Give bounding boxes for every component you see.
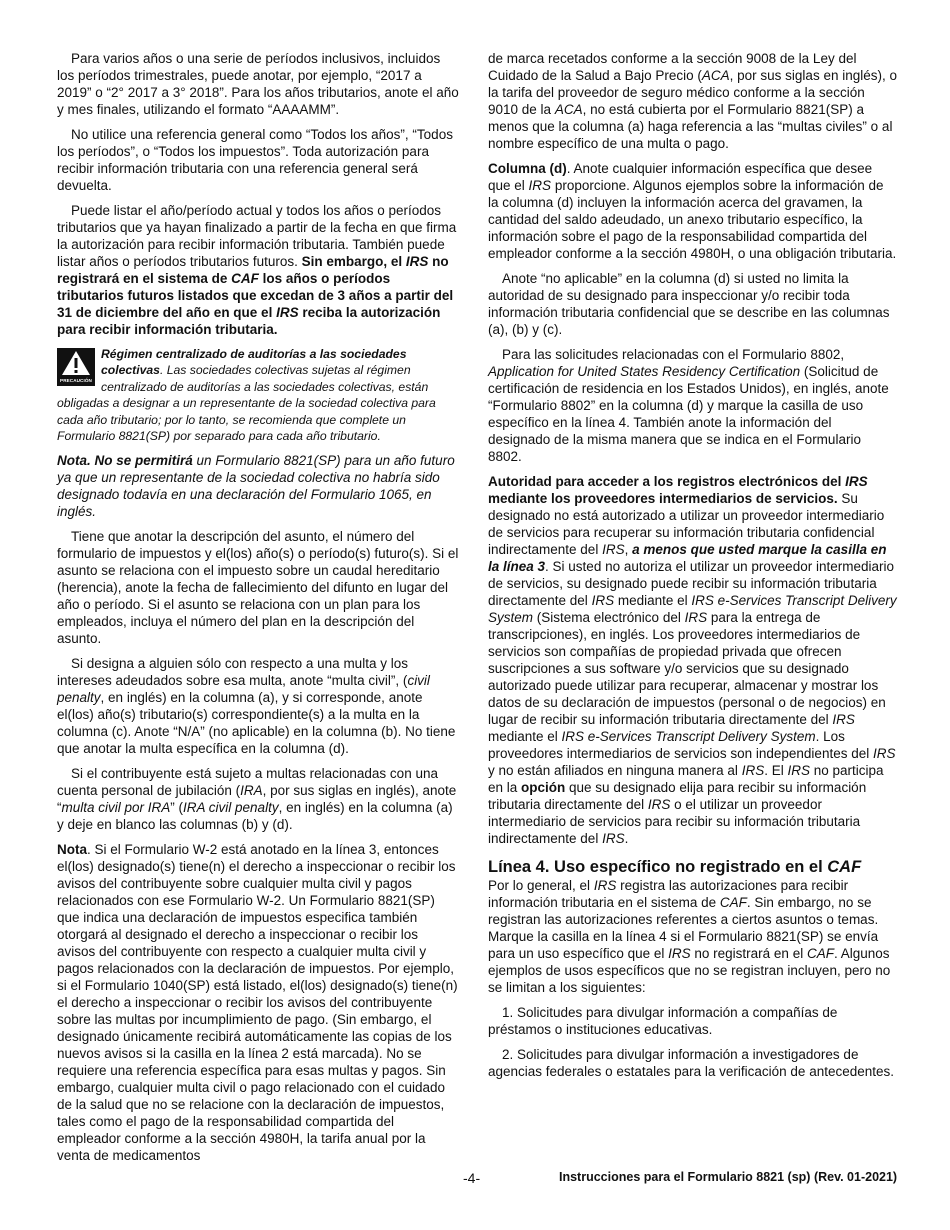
list-item: 1. Solicitudes para divulgar información a compañías de préstamos o instituciones educativas. (488, 1005, 838, 1037)
paragraph: Columna (d). Anote cualquier información específica que desee que el IRS proporcione. Algunos ejemplos sobre la información de la columna (d) incluyen la información acerca del gravamen, la cantidad del saldo adeudado, un anexo tributario específico, la información sobre el pago de la responsabilidad compartida del empleador conforme a la sección 4980H, o una obligación tributaria. (488, 161, 897, 261)
right-column (488, 50, 897, 1088)
paragraph: Para varios años o una serie de períodos inclusivos, incluidos los períodos trimestrales, puede anotar, por ejemplo, “2017 a 2019” o “2° 2017 a 3° 2018”. Para los años tributarios, anote el año y mes finales, utilizando el formato “AAAAMM”. (57, 51, 459, 117)
left-column (57, 50, 459, 1172)
paragraph: Si el contribuyente está sujeto a multas relacionadas con una cuenta personal de jubilación (IRA, por sus siglas en inglés), anote “multa civil por IRA” (IRA civil penalty, en inglés) en la columna (a) y deje en blanco las columnas (b) y (d). (57, 766, 457, 833)
paragraph: Para las solicitudes relacionadas con el Formulario 8802, Application for United States Residency Certification (Solicitud de certificación de residencia en los Estados Unidos), en inglés, anote “Formulario 8802” en la columna (d) y marque la casilla de uso específico en la línea 4. También anote la información del designado de la misma manera que se indica en el Formulario 8802. (488, 347, 889, 464)
caution-title: Régimen centralizado de auditorías a las sociedades colectivas (101, 347, 407, 378)
paragraph: de marca recetados conforme a la sección 9008 de la Ley del Cuidado de la Salud a Bajo Precio (ACA, por sus siglas en inglés), o la tarifa del proveedor de seguro médico conforme a la sección 9010 de la ACA, no está cubierta por el Formulario 8821(SP) a menos que la columna (a) haga referencia a las “multas civiles” o al nombre específico de una multa o pago. (488, 51, 897, 151)
caution-icon (57, 348, 95, 386)
caution-box (57, 346, 459, 444)
page-number: -4- (463, 1170, 481, 1186)
paragraph: Puede listar el año/período actual y todos los años o períodos tributarios que ya hayan finalizado a partir de la fecha en que firma la autorización para recibir información tributaria. También puede listar años o períodos tributarios futuros. Sin embargo, el IRS no registrará en el sistema de CAF los años o períodos tributarios futuros listados que excedan de 3 años a partir del 31 de diciembre del año en que el IRS reciba la autorización para recibir información tributaria. (57, 203, 457, 337)
paragraph: No utilice una referencia general como “Todos los años”, “Todos los períodos”, o “Todos los impuestos”. Toda autorización para recibir información tributaria con una referencia general será devuelta. (57, 127, 453, 193)
paragraph: Autoridad para acceder a los registros electrónicos del IRS mediante los proveedores intermediarios de servicios. Su designado no está autorizado a utilizar un proveedor intermediario de servicios para recuperar su información tributaria confidencial indirectamente del IRS, a menos que usted marque la casilla en la línea 3. Si usted no autoriza el utilizar un proveedor intermediario de servicios, su designado puede recibir su información tributaria directamente del IRS mediante el IRS e-Services Transcript Delivery System (Sistema electrónico del IRS para la entrega de transcripciones), en inglés. Los proveedores intermediarios de servicios son compañías de propiedad privada que ofrecen suscripciones a sus software y/o servicios que su designado autorizado puede utilizar para recuperar, almacenar y mostrar los datos de su declaración de impuestos (personal o de negocios) en lugar de recibir su información tributaria directamente del IRS mediante el IRS e-Services Transcript Delivery System. Los proveedores intermediarios de servicios son independientes del IRS y no están afiliados en ninguna manera al IRS. El IRS no participa en la opción que su designado elija para recibir su información tributaria directamente del IRS o el utilizar un proveedor intermediario de servicios para recibir su información tributaria indirectamente del IRS. (488, 474, 897, 846)
caution-icon-label: PRECAUCIÓN (60, 378, 92, 383)
paragraph: Anote “no aplicable” en la columna (d) si usted no limita la autoridad de su designado para inspeccionar y/o recibir toda información tributaria confidencial que se describe en las columnas (a), (b) y (c). (488, 271, 890, 337)
caution-text: . Las sociedades colectivas sujetas al régimen centralizado de auditorías a las sociedades colectivas, están obligadas a designar a un representante de la sociedad colectiva para cada año tributario; por lo tanto, se recomienda que complete un Formulario 8821(SP) por separado para cada año tributario. (57, 363, 436, 444)
paragraph: Tiene que anotar la descripción del asunto, el número del formulario de impuestos y el(los) año(s) o período(s) futuro(s). Si el asunto se relaciona con el impuesto sobre un caudal hereditario (herencia), anote la fecha de fallecimiento del difunto en lugar del año o período. Si el asunto se relaciona con un plan para los empleados, incluya el número del plan en la descripción del asunto. (57, 529, 459, 647)
paragraph: Si designa a alguien sólo con respecto a una multa y los intereses adeudados sobre esa multa, anote “multa civil”, (civil penalty, en inglés) en la columna (a), y si corresponde, anote el(los) año(s) tributario(s) correspondiente(s) a la multa en la columna (c). Anote “N/A” (no aplicable) en la columna (b). No tiene que anotar la multa específica en la columna (d). (57, 656, 456, 757)
paragraph: Por lo general, el IRS registra las autorizaciones para recibir información tributaria en el sistema de CAF. Sin embargo, no se registran las autorizaciones referentes a ciertos asuntos o temas. Marque la casilla en la línea 4 si el Formulario 8821(SP) se envía para un uso específico que el IRS no registrará en el CAF. Algunos ejemplos de usos específicos que no se registran incluyen, pero no se limitan a los siguientes: (488, 878, 891, 995)
note-paragraph: Nota. Si el Formulario W-2 está anotado en la línea 3, entonces el(los) designado(s) tiene(n) el derecho a inspeccionar o recibir los avisos del contribuyente sobre cualquier multa civil y pagos relacionados con ese Formulario W-2. Un Formulario 8821(SP) que indica una declaración de impuestos especifica también otorgará al designado el derecho a inspeccionar o recibir los avisos del contribuyente con respecto a cualquier multa civil y pagos relacionados con la declaración de impuestos. Por ejemplo, si el Formulario 1040(SP) está listado, el(los) designado(s) tiene(n) el derecho a inspeccionar o recibir los avisos del contribuyente sobre las multas por incumplimiento de pago. (Sin embargo, el designado únicamente recibirá automáticamente las copias de los nuevos avisos si la casilla en la línea 2 está marcada). No se requiere una referencia específica para esas multas y pagos. Sin embargo, cualquier multa civil o pago relacionado con el cuidado de la salud que no se relacione con la declaración de impuestos, tales como el pago de la responsabilidad compartida del empleador conforme a la sección 4980H, la tarifa anual por la venta de medicamentos (57, 842, 458, 1164)
list-item: 2. Solicitudes para divulgar información a investigadores de agencias federales o estatales para la verificación de antecedentes. (488, 1047, 895, 1079)
footer-title: Instrucciones para el Formulario 8821 (sp) (Rev. 01-2021) (559, 1170, 898, 1184)
section-heading: Línea 4. Uso específico no registrado en el CAF (488, 858, 862, 876)
note-paragraph: Nota. No se permitirá un Formulario 8821(SP) para un año futuro ya que un representante de la sociedad colectiva no habría sido designado todavía en una declaración del Formulario 1065, en inglés. (57, 453, 455, 520)
